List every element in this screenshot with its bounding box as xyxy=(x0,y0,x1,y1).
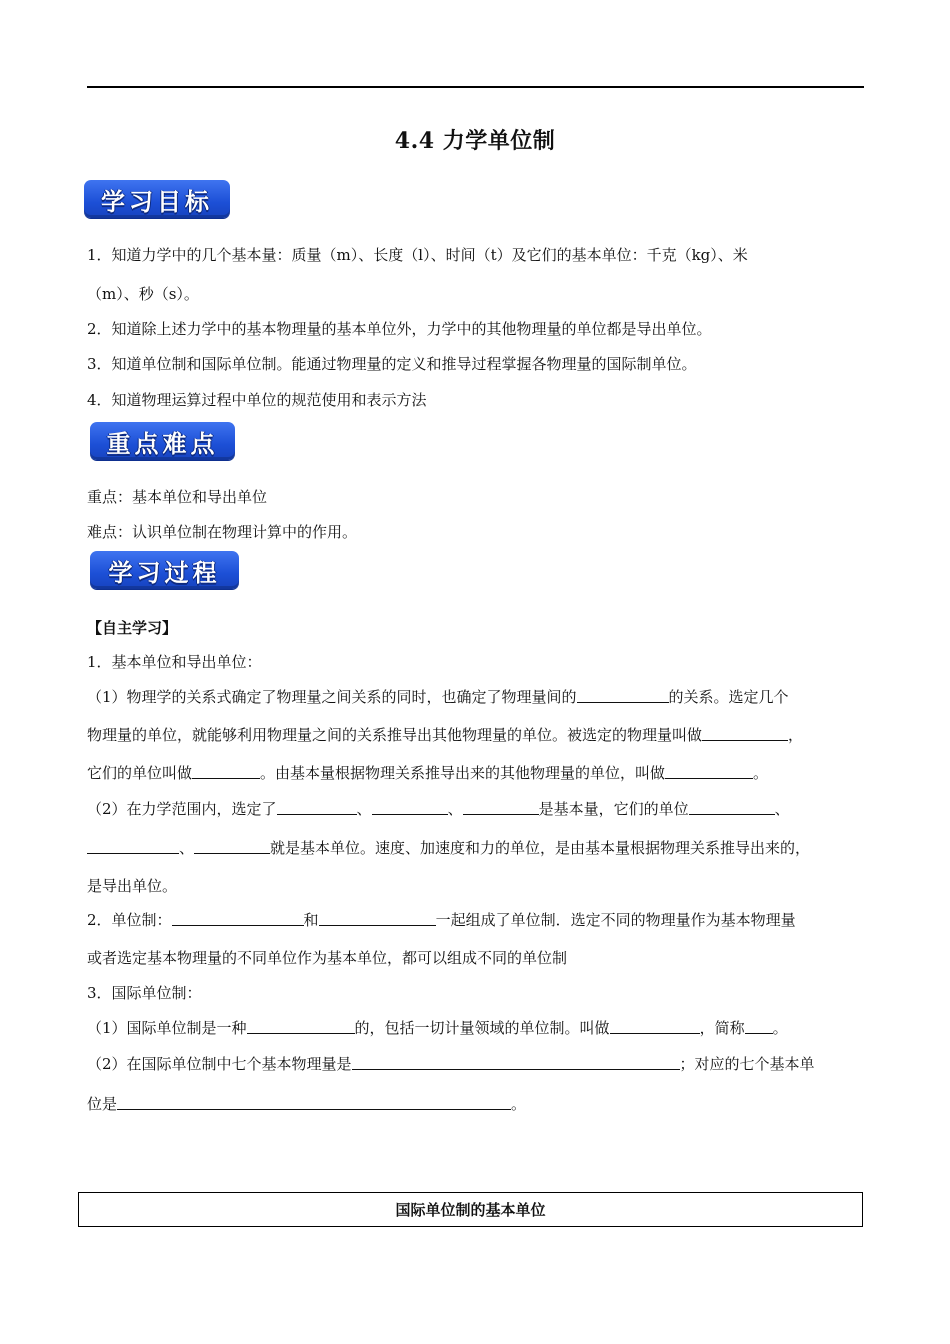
objective-2: 2．知道除上述力学中的基本物理量的基本单位外，力学中的其他物理量的单位都是导出单位。 xyxy=(87,320,712,338)
keypoints-badge: 重点难点 xyxy=(90,422,235,460)
key-point: 重点：基本单位和导出单位 xyxy=(87,488,268,506)
q1-line-4 xyxy=(87,798,790,819)
text: 、 xyxy=(179,839,195,857)
table-header: 国际单位制的基本单位 xyxy=(395,1201,546,1219)
text: 。 xyxy=(511,1095,527,1113)
text: （1）物理学的关系式确定了物理量之间关系的同时，也确定了物理量间的 xyxy=(87,688,577,706)
objective-4: 4．知道物理运算过程中单位的规范使用和表示方法 xyxy=(87,391,427,409)
text: 一起组成了单位制．选定不同的物理量作为基本物理量 xyxy=(435,911,796,929)
fill-blank[interactable] xyxy=(172,911,304,926)
fill-blank[interactable] xyxy=(665,764,753,779)
q2-line-2: 或者选定基本物理量的不同单位作为基本单位，都可以组成不同的单位制 xyxy=(87,949,568,967)
process-badge: 学习过程 xyxy=(90,551,239,589)
q1-title: 1．基本单位和导出单位： xyxy=(87,653,262,671)
fill-blank[interactable] xyxy=(610,1019,700,1034)
objective-1-cont: （m）、秒（s）。 xyxy=(87,285,199,303)
q3-line-2 xyxy=(87,1053,815,1074)
text: （2）在力学范围内，选定了 xyxy=(87,800,277,818)
q2-line-1 xyxy=(87,909,796,930)
text: （2）在国际单位制中七个基本物理量是 xyxy=(87,1055,352,1073)
si-base-units-table xyxy=(78,1192,863,1227)
objectives-badge: 学习目标 xyxy=(84,180,230,218)
fill-blank[interactable] xyxy=(247,1019,355,1034)
fill-blank[interactable] xyxy=(117,1095,511,1110)
objective-1: 1．知道力学中的几个基本量：质量（m）、长度（l）、时间（t）及它们的基本单位：千克（kg）、米 xyxy=(87,246,748,264)
text: 。 xyxy=(753,764,769,782)
text: 位是 xyxy=(87,1095,118,1113)
text: 就是基本单位。速度、加速度和力的单位，是由基本量根据物理关系推导出来的， xyxy=(270,839,811,857)
page-title: 4.4 力学单位制 xyxy=(394,128,556,154)
text: 、 xyxy=(774,800,790,818)
text: 它们的单位叫做 xyxy=(87,764,193,782)
text: 。 xyxy=(772,1019,788,1037)
q1-line-1 xyxy=(87,686,789,707)
fill-blank[interactable] xyxy=(319,911,436,926)
q3-line-1 xyxy=(87,1017,788,1038)
text: 和 xyxy=(303,911,319,929)
fill-blank[interactable] xyxy=(352,1055,680,1070)
fill-blank[interactable] xyxy=(87,839,179,854)
text: 的关系。选定几个 xyxy=(668,688,789,706)
q1-line-3 xyxy=(87,762,768,783)
fill-blank[interactable] xyxy=(577,688,669,703)
q1-line-5 xyxy=(87,837,810,858)
q1-line-6: 是导出单位。 xyxy=(87,877,178,895)
text: 是基本量，它们的单位 xyxy=(538,800,689,818)
q1-line-2 xyxy=(87,724,803,745)
top-rule xyxy=(87,86,864,88)
fill-blank[interactable] xyxy=(194,839,270,854)
q3-title: 3．国际单位制： xyxy=(87,984,202,1002)
self-study-heading: 【自主学习】 xyxy=(87,619,178,637)
difficult-point: 难点：认识单位制在物理计算中的作用。 xyxy=(87,523,358,541)
text: 物理量的单位，就能够利用物理量之间的关系推导出其他物理量的单位。被选定的物理量叫做 xyxy=(87,726,703,744)
fill-blank[interactable] xyxy=(277,800,357,815)
text: 2．单位制： xyxy=(87,911,172,929)
fill-blank[interactable] xyxy=(745,1019,773,1034)
text: 、 xyxy=(447,800,463,818)
fill-blank[interactable] xyxy=(689,800,775,815)
text: ；对应的七个基本单 xyxy=(679,1055,815,1073)
fill-blank[interactable] xyxy=(192,764,260,779)
text: （1）国际单位制是一种 xyxy=(87,1019,247,1037)
fill-blank[interactable] xyxy=(702,726,788,741)
text: 、 xyxy=(356,800,372,818)
text: 的，包括一切计量领域的单位制。叫做 xyxy=(354,1019,610,1037)
q3-line-3 xyxy=(87,1093,526,1114)
fill-blank[interactable] xyxy=(463,800,539,815)
text: 。由基本量根据物理关系推导出来的其他物理量的单位，叫做 xyxy=(260,764,666,782)
objective-3: 3．知道单位制和国际单位制。能通过物理量的定义和推导过程掌握各物理量的国际制单位。 xyxy=(87,355,697,373)
fill-blank[interactable] xyxy=(372,800,448,815)
text: ， xyxy=(788,726,804,744)
text: ，简称 xyxy=(699,1019,745,1037)
